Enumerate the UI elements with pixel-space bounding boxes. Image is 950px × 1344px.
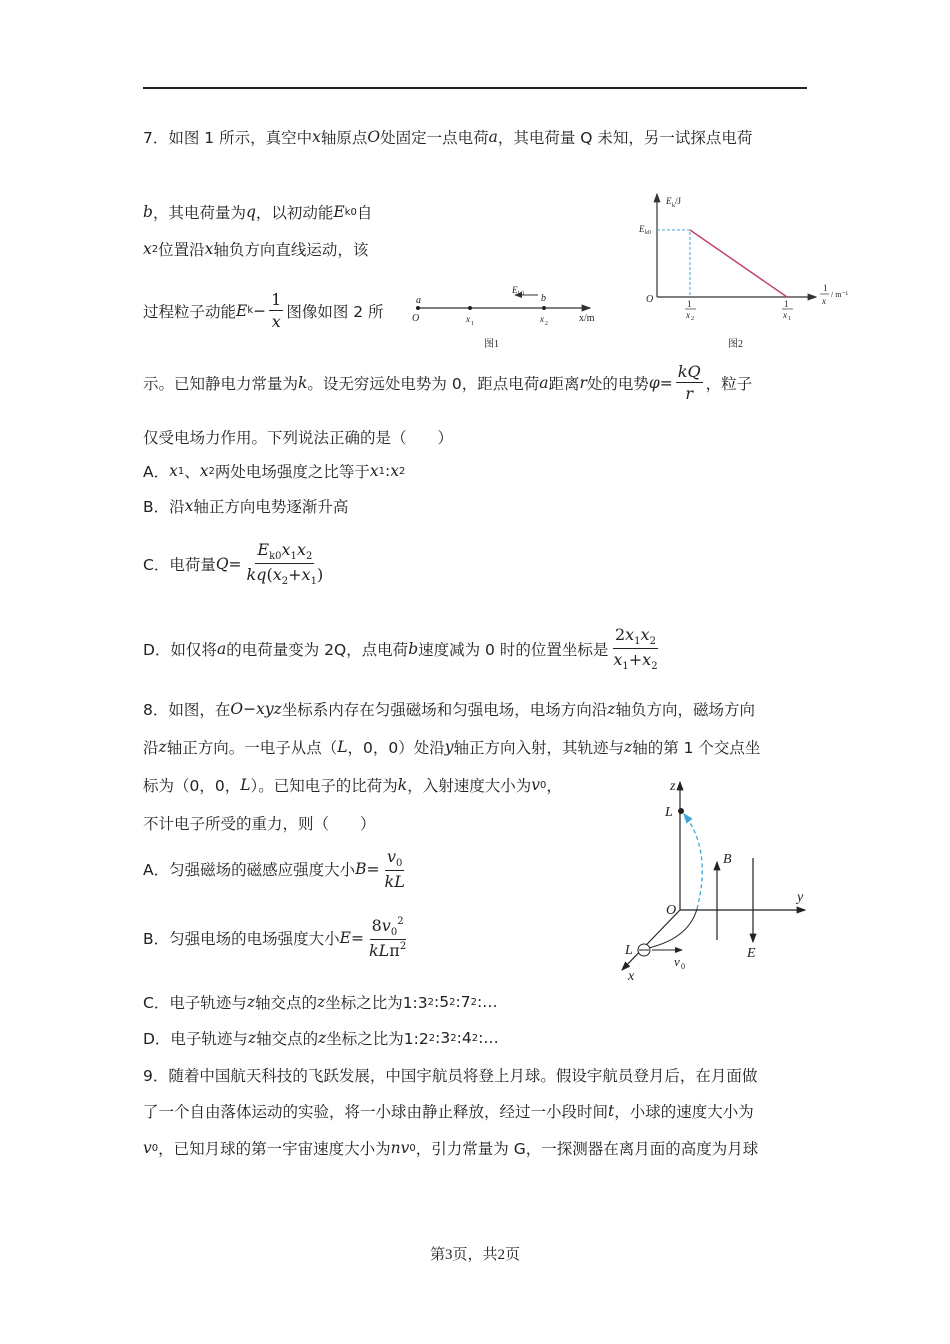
fraction-numerator xyxy=(370,916,406,940)
q7-text-line-1 xyxy=(143,126,752,148)
math-variable: x xyxy=(296,540,306,559)
q7-text-line-5 xyxy=(143,362,752,403)
text-run: :… xyxy=(478,1029,499,1047)
text-run: 轴交点的 xyxy=(255,994,318,1012)
math-variable: v xyxy=(531,776,540,794)
text-run: 轴负方向直线运动，该 xyxy=(213,241,369,259)
math-variable: r xyxy=(685,384,694,403)
math-subscript: 2 xyxy=(399,465,406,477)
q9-text-line-2 xyxy=(143,1100,754,1122)
math-variable: k xyxy=(298,373,308,392)
math-subscript: 2 xyxy=(208,465,215,477)
math-variable: kq xyxy=(246,565,267,584)
math-variable: r xyxy=(579,373,587,392)
fig3-label-E: E xyxy=(747,946,756,961)
text-run: A． xyxy=(143,463,170,481)
fig2-origin: O xyxy=(646,294,654,305)
fig1-label-b: b xyxy=(541,293,546,304)
fig1-label-x1-sub: 1 xyxy=(471,321,474,327)
fraction-denominator xyxy=(245,564,326,587)
fig1-caption: 图1 xyxy=(484,339,499,350)
math-variable: z xyxy=(318,1029,327,1047)
math-superscript: 2 xyxy=(427,996,435,1008)
math-variable: L xyxy=(337,738,348,756)
math-variable: y xyxy=(444,738,454,756)
math-variable: Q xyxy=(215,554,229,573)
math-variable: x xyxy=(184,497,194,515)
math-subscript: 1 xyxy=(622,661,629,672)
text-run: 轴正方向电势逐渐升高 xyxy=(193,498,349,516)
text-run: D．电子轨迹与 xyxy=(143,1030,248,1048)
fig3-label-x: x xyxy=(628,969,635,984)
text-run: 图像如图 2 所 xyxy=(286,302,384,321)
math-subscript: 1 xyxy=(310,576,317,587)
text-run: ，入射速度大小为 xyxy=(407,777,532,795)
fig1-label-x1: x xyxy=(466,314,470,324)
text-run: B．沿 xyxy=(143,498,185,516)
math-subscript: 2 xyxy=(305,551,313,562)
q7-text-line-4 xyxy=(143,290,384,331)
text-run: 2 xyxy=(614,625,626,644)
fig1-axis-label: x/m xyxy=(579,313,595,324)
math-variable: E xyxy=(236,301,248,320)
text-run: :… xyxy=(476,993,498,1011)
fig2-tick1-sub: 2 xyxy=(691,316,694,322)
text-run: 、 xyxy=(184,463,200,481)
text-run: 坐标之比为1:2 xyxy=(326,1030,429,1048)
text-run: 处固定一点电荷 xyxy=(380,129,489,147)
q8-text-line-2 xyxy=(143,736,760,758)
text-run: 8．如图，在 xyxy=(143,701,231,719)
fig3-label-v0: v xyxy=(674,954,680,969)
text-run: 的电荷量变为 2Q，点电荷 xyxy=(226,640,409,659)
text-run: C．电子轨迹与 xyxy=(143,994,247,1012)
math-variable: O xyxy=(230,700,244,718)
math-superscript: 2 xyxy=(428,1032,436,1044)
fig3-label-L-x: L xyxy=(625,943,633,958)
fig2-xlabel-unit: / m⁻¹ xyxy=(831,290,849,299)
fig2-ylabel: E xyxy=(666,196,672,206)
math-subscript: 1 xyxy=(290,551,297,562)
text-run: 轴的第 1 个交点坐 xyxy=(632,739,761,757)
text-run: ( xyxy=(266,565,273,584)
math-variable: kQ xyxy=(677,362,701,381)
text-run: ) xyxy=(316,565,324,584)
math-variable: x xyxy=(625,625,635,644)
math-subscript: 1 xyxy=(634,636,641,647)
math-subscript: 2 xyxy=(649,636,656,647)
text-run: :4 xyxy=(456,1029,472,1047)
math-variable: b xyxy=(143,203,153,221)
text-run: 距离 xyxy=(548,374,580,393)
text-run: − xyxy=(253,301,267,320)
math-variable: z xyxy=(247,1029,257,1047)
text-run: 轴原点 xyxy=(320,129,368,147)
text-run: ，0，0）处沿 xyxy=(347,739,445,757)
math-subscript: 1 xyxy=(177,465,185,477)
text-run: 自 xyxy=(356,204,373,222)
math-variable: x xyxy=(613,650,623,669)
math-variable: kL xyxy=(368,941,390,960)
math-superscript: 2 xyxy=(449,996,456,1008)
text-run: :7 xyxy=(455,993,471,1011)
fraction-numerator xyxy=(255,540,314,564)
fig2-guide-dashed xyxy=(657,230,690,297)
math-superscript: 2 xyxy=(470,996,477,1008)
math-variable: a xyxy=(539,373,549,392)
math-subscript: k xyxy=(247,305,254,316)
math-subscript: k0 xyxy=(344,206,357,218)
text-run: 沿 xyxy=(143,739,159,757)
math-variable: B xyxy=(355,860,367,878)
math-variable: z xyxy=(607,700,616,718)
fraction-denominator xyxy=(611,649,659,672)
text-run: − xyxy=(243,700,257,718)
fig1-label-ek0-sub: k0 xyxy=(518,291,524,297)
math-superscript: 2 xyxy=(399,941,407,952)
fig2-caption: 图2 xyxy=(728,339,743,350)
math-variable: n xyxy=(390,1139,401,1157)
fig2-tick2-num: 1 xyxy=(784,299,789,309)
math-variable: x xyxy=(312,128,321,146)
q7-option-c xyxy=(143,540,328,587)
math-variable: O xyxy=(367,128,381,146)
math-fraction xyxy=(676,362,703,403)
fraction-denominator xyxy=(270,311,283,331)
text-run: 9．随着中国航天科技的飞跃发展，中国宇航员将登上月球。假设宇航员登月后，在月面做 xyxy=(143,1067,758,1085)
q9-text-line-3 xyxy=(143,1137,758,1159)
math-superscript: 2 xyxy=(471,1032,479,1044)
fig3-label-O: O xyxy=(666,903,677,918)
text-run: 两处电场强度之比等于 xyxy=(214,463,370,481)
math-fraction xyxy=(269,290,283,331)
math-variable: E xyxy=(339,929,351,947)
fig1-label-a: a xyxy=(416,295,421,306)
math-subscript: 0 xyxy=(390,927,398,938)
math-variable: z xyxy=(624,738,633,756)
math-variable: x xyxy=(271,312,281,331)
math-variable: x xyxy=(204,240,214,258)
q9-text-line-1 xyxy=(143,1064,757,1086)
fig2-tick2-sub: 1 xyxy=(788,316,791,322)
text-run: = xyxy=(228,554,242,573)
text-run: D．如仅将 xyxy=(143,640,217,659)
text-run: 了一个自由落体运动的实验，将一小球由静止释放，经过一小段时间 xyxy=(143,1103,609,1121)
fraction-denominator xyxy=(683,383,695,403)
fig2-ylabel-sub: k xyxy=(672,203,675,209)
q8-text-line-3 xyxy=(143,774,562,796)
math-variable: v xyxy=(143,1139,152,1157)
text-run: 过程粒子动能 xyxy=(143,302,237,321)
text-run: 轴正方向。一电子从点（ xyxy=(166,739,338,757)
text-run: ，粒子 xyxy=(705,374,753,393)
fig2-tick2-den: x xyxy=(783,310,787,320)
fraction-numerator xyxy=(676,362,703,383)
page-footer: 第3页，共2页 xyxy=(429,1247,520,1263)
math-variable: E xyxy=(333,203,345,221)
math-variable: x xyxy=(301,565,311,584)
q7-option-a xyxy=(143,460,405,482)
math-variable: φ xyxy=(648,373,660,392)
text-run: :3 xyxy=(435,1029,451,1047)
math-fraction xyxy=(383,847,407,891)
math-variable: a xyxy=(488,128,498,146)
math-variable: x xyxy=(369,462,379,480)
text-run: 示。已知静电力常量为 xyxy=(143,374,299,393)
text-run: 1 xyxy=(271,290,282,309)
text-run: C．电荷量 xyxy=(143,555,216,574)
text-run: 轴正方向入射，其轨迹与 xyxy=(453,739,625,757)
text-run: 速度减为 0 时的位置坐标是 xyxy=(418,640,609,659)
math-variable: x xyxy=(640,625,650,644)
fig2-tick1-den: x xyxy=(686,310,690,320)
q8-text-line-1 xyxy=(143,698,755,720)
math-variable: v xyxy=(381,916,391,935)
fig3-label-v0-sub: 0 xyxy=(681,962,685,971)
text-run: + xyxy=(288,565,302,584)
fraction-denominator xyxy=(383,871,407,891)
math-variable: v xyxy=(386,847,396,866)
figure-1-x-axis-diagram xyxy=(400,270,620,355)
header-rule xyxy=(143,87,807,89)
fig3-label-B: B xyxy=(723,852,732,867)
text-run: ）。已知电子的比荷为 xyxy=(250,777,398,795)
math-variable: x xyxy=(199,462,209,480)
figure-2-ek-vs-inverse-x-graph xyxy=(630,188,860,353)
fig2-ek0-sub: k0 xyxy=(645,230,651,236)
math-variable: E xyxy=(257,540,270,559)
text-run: :5 xyxy=(434,993,450,1011)
text-run: + xyxy=(628,650,643,669)
math-variable: k xyxy=(397,776,408,794)
q7-text-line-6 xyxy=(143,426,453,448)
fig1-label-x2: x xyxy=(540,314,544,324)
math-variable: L xyxy=(240,776,251,794)
q7-text-line-2 xyxy=(143,201,372,223)
math-variable: q xyxy=(245,203,256,221)
text-run: ， xyxy=(546,777,562,795)
fig3-label-z: z xyxy=(670,779,676,794)
q7-option-b xyxy=(143,495,348,517)
fig2-ek-line xyxy=(690,230,787,297)
fig2-xlabel-num: 1 xyxy=(823,283,828,293)
q8-option-d xyxy=(143,1027,499,1049)
text-run: 8 xyxy=(371,916,382,935)
math-subscript: 0 xyxy=(539,779,547,791)
text-run: 标为（0，0， xyxy=(143,777,241,795)
text-run: 位置沿 xyxy=(158,241,205,259)
fig2-xlabel-den: x xyxy=(822,296,826,306)
text-run: ，引力常量为 G，一探测器在离月面的高度为月球 xyxy=(415,1140,759,1158)
math-subscript: 2 xyxy=(651,661,658,672)
text-run: 坐标系内存在匀强磁场和匀强电场，电场方向沿 xyxy=(281,701,608,719)
q8-option-a xyxy=(143,847,410,891)
fig3-label-y: y xyxy=(797,890,804,905)
math-subscript: k0 xyxy=(269,551,282,562)
text-run: 轴交点的 xyxy=(256,1030,319,1048)
fig1-label-ek0: E xyxy=(512,285,518,295)
math-variable: a xyxy=(216,639,227,658)
math-subscript: 0 xyxy=(151,1142,159,1154)
text-run: 处的电势 xyxy=(586,374,649,393)
math-fraction xyxy=(367,916,408,960)
q8-text-line-4 xyxy=(143,812,376,834)
fig2-tick1-num: 1 xyxy=(687,299,692,309)
fraction-numerator xyxy=(385,847,404,871)
text-run: 坐标之比为1:3 xyxy=(325,994,428,1012)
text-run: 不计电子所受的重力，则（ ） xyxy=(143,815,376,833)
text-run: 仅受电场力作用。下列说法正确的是（ ） xyxy=(143,429,454,447)
math-subscript: 1 xyxy=(378,465,386,477)
text-run: ，已知月球的第一宇宙速度大小为 xyxy=(158,1140,391,1158)
fig2-ylabel-unit: /J xyxy=(675,196,682,206)
math-subscript: 0 xyxy=(396,858,403,869)
text-run: ，其电荷量 Q 未知，另一试探点电荷 xyxy=(497,129,753,147)
text-run: 轴负方向，磁场方向 xyxy=(615,701,755,719)
text-run: A．匀强磁场的磁感应强度大小 xyxy=(143,861,356,879)
math-fraction xyxy=(611,625,659,672)
fig1-label-x2-sub: 2 xyxy=(545,321,548,327)
fig2-ek0-label: E xyxy=(639,224,645,234)
math-subscript: 0 xyxy=(409,1142,416,1154)
text-run: 。设无穷远处电势为 0，距点电荷 xyxy=(307,374,540,393)
math-variable: z xyxy=(246,993,255,1011)
fraction-numerator xyxy=(269,290,283,311)
text-run: π xyxy=(389,941,400,960)
math-variable: x xyxy=(281,540,291,559)
math-variable: x xyxy=(169,462,178,480)
q7-option-d xyxy=(143,625,663,672)
fig3-label-L-top: L xyxy=(665,805,673,820)
text-run: B．匀强电场的电场强度大小 xyxy=(143,930,340,948)
text-run: : xyxy=(385,462,391,480)
math-variable: x xyxy=(642,650,652,669)
math-variable: x xyxy=(390,462,399,480)
fraction-denominator xyxy=(367,940,408,960)
q8-option-b xyxy=(143,916,411,960)
text-run: ，以初动能 xyxy=(255,204,334,222)
text-run: 7．如图 1 所示，真空中 xyxy=(143,129,313,147)
q8-option-c xyxy=(143,991,498,1013)
math-variable: z xyxy=(158,738,167,756)
math-fraction xyxy=(245,540,326,587)
math-superscript: 2 xyxy=(397,916,404,927)
text-run: ，其电荷量为 xyxy=(152,204,246,222)
math-variable: x xyxy=(272,565,282,584)
math-superscript: 2 xyxy=(450,1032,457,1044)
math-variable: v xyxy=(400,1139,410,1157)
math-variable: xyz xyxy=(256,700,282,718)
text-run: ，小球的速度大小为 xyxy=(614,1103,754,1121)
fig1-label-origin: O xyxy=(412,313,420,324)
text-run: = xyxy=(366,860,380,878)
text-run: = xyxy=(350,929,364,947)
math-variable: t xyxy=(608,1102,615,1120)
math-variable: b xyxy=(408,639,419,658)
text-run: = xyxy=(659,373,673,392)
fraction-numerator xyxy=(613,625,658,649)
math-variable: kL xyxy=(384,872,405,891)
figure-3d-coordinate-diagram xyxy=(600,770,820,990)
math-subscript: 2 xyxy=(151,243,159,255)
q7-text-line-3 xyxy=(143,238,368,260)
math-subscript: 2 xyxy=(281,576,289,587)
math-variable: x xyxy=(143,240,152,258)
math-variable: z xyxy=(317,993,326,1011)
